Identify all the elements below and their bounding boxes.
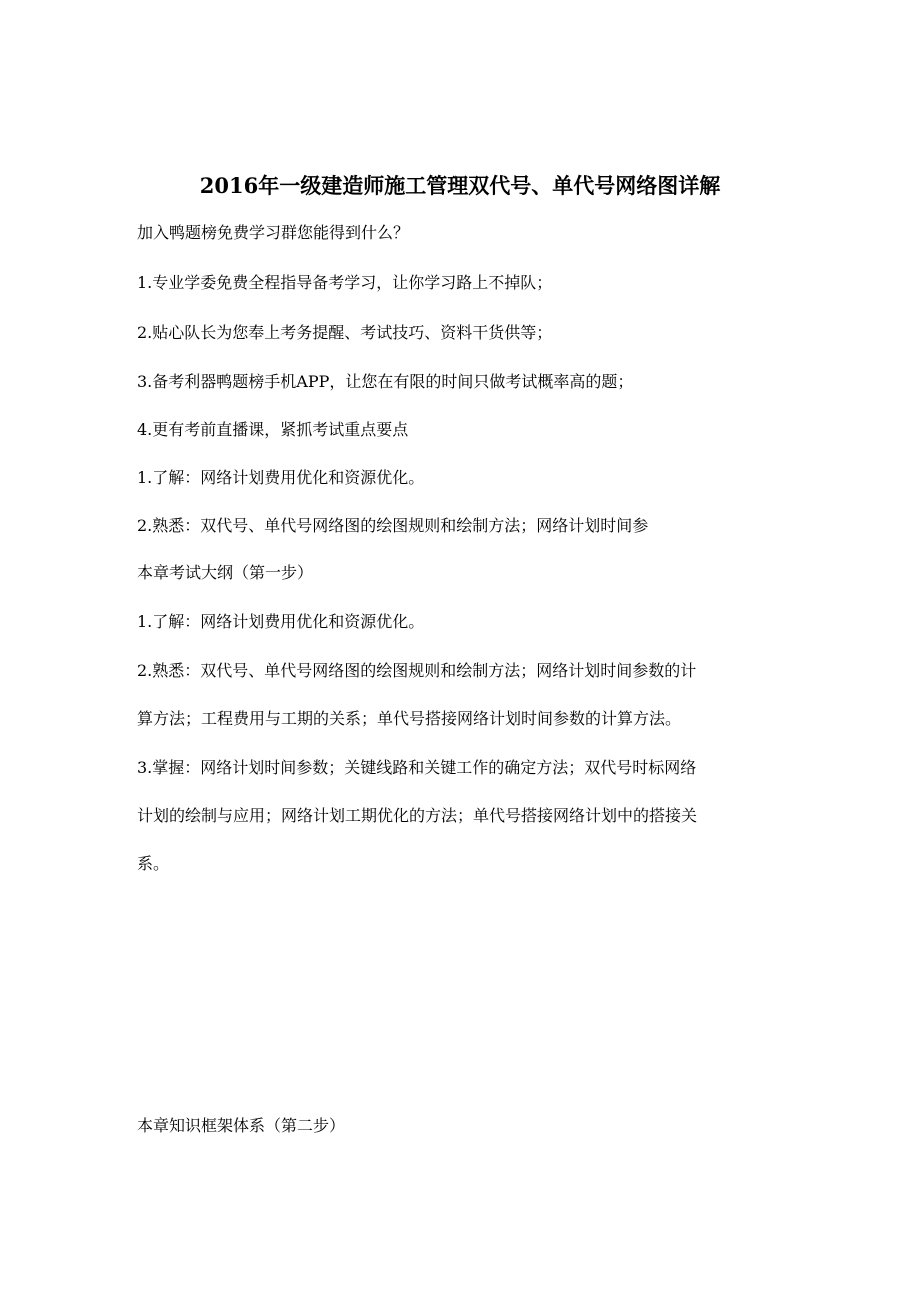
- outline-item-3-line-2: 计划的绘制与应用；网络计划工期优化的方法；单代号搭接网络计划中的搭接关: [137, 806, 698, 825]
- benefit-item-4: 4.更有考前直播课，紧抓考试重点要点: [137, 420, 409, 439]
- outline-item-3-line-3: 系。: [137, 854, 170, 873]
- document-title: 2016年一级建造师施工管理双代号、单代号网络图详解: [199, 173, 721, 198]
- outline-item-3-line-1: 3.掌握：网络计划时间参数；关键线路和关键工作的确定方法；双代号时标网络: [137, 758, 697, 777]
- intro-text: 加入鸭题榜免费学习群您能得到什么？: [137, 223, 410, 242]
- preview-item-1: 1.了解：网络计划费用优化和资源优化。: [137, 468, 425, 487]
- section-heading-knowledge-framework: 本章知识框架体系（第二步）: [137, 1116, 346, 1135]
- preview-item-2: 2.熟悉：双代号、单代号网络图的绘图规则和绘制方法；网络计划时间参: [137, 516, 649, 535]
- benefit-item-3: 3.备考利器鸭题榜手机APP，让您在有限的时间只做考试概率高的题；: [137, 372, 634, 391]
- section-heading-exam-outline: 本章考试大纲（第一步）: [137, 563, 314, 582]
- outline-item-1: 1.了解：网络计划费用优化和资源优化。: [137, 612, 425, 631]
- outline-item-2-line-2: 算方法；工程费用与工期的关系；单代号搭接网络计划时间参数的计算方法。: [137, 709, 682, 728]
- outline-item-2-line-1: 2.熟悉：双代号、单代号网络图的绘图规则和绘制方法；网络计划时间参数的计: [137, 661, 697, 680]
- benefit-item-1: 1.专业学委免费全程指导备考学习，让你学习路上不掉队；: [137, 273, 553, 292]
- benefit-item-2: 2.贴心队长为您奉上考务提醒、考试技巧、资料干货供等；: [137, 323, 553, 342]
